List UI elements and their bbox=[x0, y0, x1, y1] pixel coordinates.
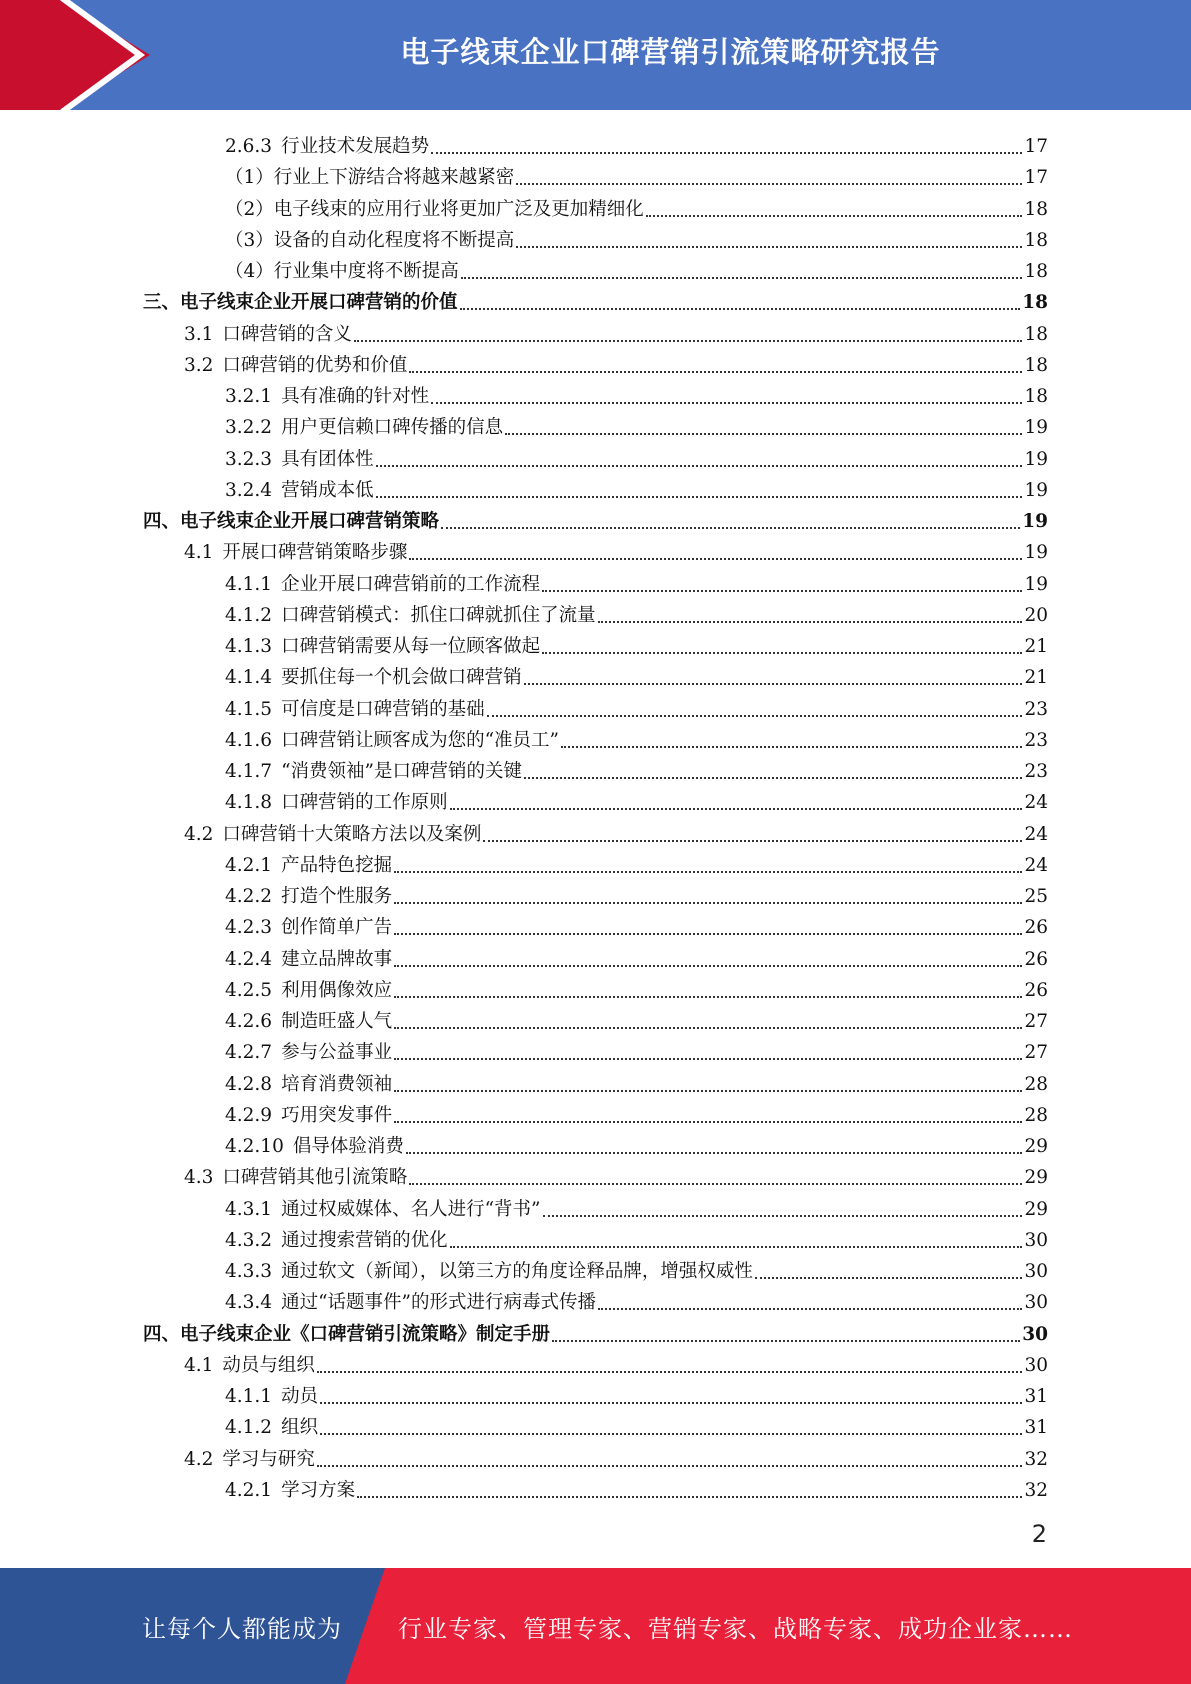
toc-entry[interactable] bbox=[225, 846, 1048, 877]
toc-entry-page: 30 bbox=[1024, 1292, 1048, 1314]
toc-entry-page: 30 bbox=[1024, 1261, 1048, 1282]
toc-dot-leader bbox=[542, 652, 1022, 654]
toc-entry-number: 4.2.2 bbox=[225, 886, 273, 907]
toc-entry-page: 20 bbox=[1024, 604, 1048, 626]
toc-entry-number: 4.1.1 bbox=[225, 573, 273, 595]
toc-entry-page: 28 bbox=[1024, 1104, 1048, 1126]
toc-entry-number: 4.2.4 bbox=[225, 948, 273, 970]
toc-entry-number: 4.1 bbox=[184, 542, 214, 564]
toc-entry-number: 4.1.2 bbox=[225, 1417, 273, 1439]
toc-dot-leader bbox=[505, 433, 1022, 435]
toc-entry-page: 18 bbox=[1024, 229, 1048, 251]
header-arrow-decoration bbox=[0, 0, 150, 110]
toc-entry-title: 培育消费领袖 bbox=[281, 1073, 393, 1095]
toc-entry-page: 25 bbox=[1024, 886, 1048, 907]
toc-entry-page: 23 bbox=[1024, 761, 1048, 782]
toc-entry-page: 27 bbox=[1024, 1011, 1048, 1032]
toc-dot-leader bbox=[394, 871, 1022, 873]
toc-entry-number: 2.6.3 bbox=[225, 136, 273, 157]
toc-entry-number: 3.2.4 bbox=[225, 479, 273, 501]
toc-entry-page: 19 bbox=[1024, 542, 1048, 564]
toc-entry-title: 开展口碑营销策略步骤 bbox=[222, 542, 408, 564]
toc-dot-leader bbox=[646, 215, 1023, 217]
toc-entry-page: 18 bbox=[1024, 323, 1048, 345]
toc-entry[interactable] bbox=[225, 1096, 1048, 1127]
toc-dot-leader bbox=[376, 496, 1023, 498]
toc-entry[interactable] bbox=[143, 502, 1048, 533]
toc-dot-leader bbox=[376, 465, 1023, 467]
toc-entry[interactable] bbox=[225, 377, 1048, 408]
toc-entry-page: 18 bbox=[1024, 354, 1048, 376]
toc-entry-title: 学习方案 bbox=[281, 1479, 356, 1501]
toc-entry-page: 24 bbox=[1024, 823, 1048, 845]
toc-entry-page: 27 bbox=[1024, 1042, 1048, 1064]
toc-entry-page: 18 bbox=[1024, 261, 1048, 282]
toc-entry-page: 30 bbox=[1022, 1323, 1048, 1345]
toc-entry[interactable] bbox=[225, 908, 1048, 939]
toc-entry-number: 4.1.7 bbox=[225, 761, 273, 782]
toc-dot-leader bbox=[431, 402, 1022, 404]
toc-entry-number: 3.2 bbox=[184, 354, 214, 376]
toc-entry-title: 口碑营销需要从每一位顾客做起 bbox=[281, 636, 541, 657]
toc-entry[interactable] bbox=[184, 1440, 1048, 1471]
toc-entry-title: 学习与研究 bbox=[222, 1448, 315, 1470]
toc-entry-number: 4.1.1 bbox=[225, 1386, 273, 1407]
toc-entry[interactable] bbox=[225, 565, 1048, 596]
toc-dot-leader bbox=[409, 371, 1022, 373]
toc-entry[interactable] bbox=[225, 408, 1048, 439]
page-header bbox=[0, 0, 1191, 110]
toc-entry-number: 4.2 bbox=[184, 1448, 214, 1470]
toc-entry-title: 设备的自动化程度将不断提高 bbox=[273, 229, 515, 251]
toc-entry-title: 电子线束企业《口碑营销引流策略》制定手册 bbox=[180, 1323, 551, 1345]
toc-entry-number: 4.2.5 bbox=[225, 979, 273, 1001]
toc-entry-page: 32 bbox=[1024, 1448, 1048, 1470]
toc-entry-number: 三、 bbox=[143, 292, 181, 314]
toc-entry-page: 30 bbox=[1024, 1229, 1048, 1251]
toc-entry-page: 24 bbox=[1024, 792, 1048, 814]
toc-entry[interactable] bbox=[225, 1033, 1048, 1064]
toc-entry-title: 行业上下游结合将越来越紧密 bbox=[273, 167, 515, 189]
toc-entry[interactable] bbox=[184, 1346, 1048, 1377]
toc-dot-leader bbox=[394, 1090, 1022, 1092]
toc-entry[interactable] bbox=[225, 1002, 1048, 1033]
toc-dot-leader bbox=[320, 1402, 1022, 1404]
toc-entry[interactable] bbox=[225, 596, 1048, 627]
toc-dot-leader bbox=[406, 1152, 1023, 1154]
toc-entry-title: 巧用突发事件 bbox=[281, 1104, 393, 1126]
toc-entry-title: 组织 bbox=[281, 1417, 319, 1439]
toc-dot-leader bbox=[317, 1371, 1023, 1373]
toc-entry-number: 4.2.7 bbox=[225, 1042, 273, 1064]
report-title: 电子线束企业口碑营销引流策略研究报告 bbox=[400, 34, 941, 69]
toc-entry[interactable] bbox=[184, 346, 1048, 377]
toc-entry-number: （1） bbox=[225, 167, 274, 189]
toc-entry-number: 4.3.1 bbox=[225, 1198, 273, 1220]
toc-entry-number: 4.3.3 bbox=[225, 1261, 273, 1282]
toc-entry[interactable] bbox=[225, 783, 1048, 814]
toc-entry-number: 4.1.8 bbox=[225, 792, 273, 814]
toc-entry-title: 口碑营销其他引流策略 bbox=[222, 1167, 408, 1189]
toc-entry-number: 四、 bbox=[143, 511, 181, 532]
toc-entry-number: 4.1.6 bbox=[225, 729, 273, 751]
toc-entry[interactable] bbox=[225, 1471, 1048, 1502]
toc-entry-page: 31 bbox=[1024, 1417, 1048, 1439]
toc-entry-number: （4） bbox=[225, 261, 274, 282]
toc-entry[interactable] bbox=[225, 721, 1048, 752]
toc-entry[interactable] bbox=[225, 190, 1048, 221]
toc-dot-leader bbox=[394, 996, 1022, 998]
toc-entry-page: 18 bbox=[1024, 386, 1048, 407]
toc-entry-number: 4.2.6 bbox=[225, 1011, 273, 1032]
toc-entry-page: 32 bbox=[1024, 1479, 1048, 1501]
toc-entry-title: 参与公益事业 bbox=[281, 1042, 393, 1064]
toc-dot-leader bbox=[598, 621, 1023, 623]
toc-entry-title: 企业开展口碑营销前的工作流程 bbox=[281, 573, 541, 595]
toc-entry-number: 4.2 bbox=[184, 823, 214, 845]
toc-dot-leader bbox=[483, 840, 1022, 842]
toc-entry-number: 4.3.2 bbox=[225, 1229, 273, 1251]
toc-entry[interactable] bbox=[225, 940, 1048, 971]
page-number: 2 bbox=[1031, 1520, 1047, 1548]
toc-entry-number: 四、 bbox=[143, 1323, 181, 1345]
toc-entry-page: 19 bbox=[1024, 417, 1048, 439]
toc-entry-title: 用户更信赖口碑传播的信息 bbox=[281, 417, 504, 439]
toc-entry-page: 19 bbox=[1024, 479, 1048, 501]
footer-slogan-left: 让每个人都能成为 bbox=[142, 1614, 342, 1643]
toc-dot-leader bbox=[460, 308, 1021, 310]
toc-entry-title: 通过权威媒体、名人进行“背书” bbox=[281, 1198, 541, 1220]
toc-entry-title: 电子线束企业开展口碑营销策略 bbox=[180, 511, 440, 532]
toc-entry-page: 23 bbox=[1024, 698, 1048, 720]
toc-dot-leader bbox=[543, 1215, 1023, 1217]
toc-entry-title: 打造个性服务 bbox=[281, 886, 393, 907]
toc-entry-title: 口碑营销的工作原则 bbox=[281, 792, 448, 814]
toc-entry-title: 口碑营销让顾客成为您的“准员工” bbox=[281, 729, 559, 751]
toc-entry-title: 具有准确的针对性 bbox=[281, 386, 430, 407]
toc-entry-number: 4.2.8 bbox=[225, 1073, 273, 1095]
toc-entry-page: 24 bbox=[1024, 854, 1048, 876]
toc-entry[interactable] bbox=[184, 315, 1048, 346]
toc-entry-page: 31 bbox=[1024, 1386, 1048, 1407]
toc-entry-title: 口碑营销的含义 bbox=[222, 323, 352, 345]
toc-entry-number: 3.2.2 bbox=[225, 417, 273, 439]
toc-dot-leader bbox=[516, 246, 1022, 248]
toc-dot-leader bbox=[394, 933, 1022, 935]
toc-entry[interactable] bbox=[225, 627, 1048, 658]
toc-entry-number: 4.1.4 bbox=[225, 667, 273, 689]
toc-entry[interactable] bbox=[225, 1221, 1048, 1252]
toc-entry-title: 动员与组织 bbox=[222, 1354, 315, 1376]
toc-entry-number: 4.1.5 bbox=[225, 698, 273, 720]
toc-entry[interactable] bbox=[225, 471, 1048, 502]
toc-entry-page: 29 bbox=[1024, 1136, 1048, 1157]
toc-entry[interactable] bbox=[143, 283, 1048, 314]
toc-entry-title: 通过搜索营销的优化 bbox=[281, 1229, 448, 1251]
toc-entry-page: 30 bbox=[1024, 1354, 1048, 1376]
toc-entry-number: 4.2.3 bbox=[225, 917, 273, 939]
toc-entry-title: 通过软文（新闻），以第三方的角度诠释品牌，增强权威性 bbox=[281, 1261, 753, 1282]
toc-entry-title: 电子线束的应用行业将更加广泛及更加精细化 bbox=[273, 198, 644, 220]
toc-entry-title: 口碑营销十大策略方法以及案例 bbox=[222, 823, 482, 845]
toc-dot-leader bbox=[320, 1433, 1022, 1435]
toc-entry-number: 4.2.1 bbox=[225, 854, 273, 876]
toc-entry-title: 要抓住每一个机会做口碑营销 bbox=[281, 667, 522, 689]
toc-entry[interactable] bbox=[225, 971, 1048, 1002]
toc-dot-leader bbox=[354, 340, 1023, 342]
toc-entry-number: 3.2.1 bbox=[225, 386, 273, 407]
toc-entry[interactable] bbox=[225, 1408, 1048, 1439]
toc-entry-page: 26 bbox=[1024, 979, 1048, 1001]
toc-entry[interactable] bbox=[225, 1283, 1048, 1314]
toc-entry[interactable] bbox=[225, 690, 1048, 721]
toc-dot-leader bbox=[409, 1183, 1022, 1185]
toc-entry-page: 21 bbox=[1024, 667, 1048, 689]
toc-dot-leader bbox=[431, 152, 1022, 154]
toc-dot-leader bbox=[317, 1465, 1023, 1467]
toc-entry-number: 4.3 bbox=[184, 1167, 214, 1189]
toc-entry-number: 4.3.4 bbox=[225, 1292, 273, 1314]
toc-entry-number: （3） bbox=[225, 229, 274, 251]
toc-dot-leader bbox=[552, 1340, 1020, 1342]
toc-entry[interactable] bbox=[225, 1065, 1048, 1096]
toc-entry[interactable] bbox=[184, 1158, 1048, 1189]
toc-entry-title: 具有团体性 bbox=[281, 448, 374, 470]
toc-entry-title: 口碑营销模式：抓住口碑就抓住了流量 bbox=[281, 604, 596, 626]
toc-entry[interactable] bbox=[184, 815, 1048, 846]
toc-dot-leader bbox=[394, 1027, 1022, 1029]
toc-dot-leader bbox=[394, 965, 1022, 967]
toc-entry[interactable] bbox=[225, 158, 1048, 189]
toc-entry-title: 产品特色挖掘 bbox=[281, 854, 393, 876]
toc-entry[interactable] bbox=[225, 1377, 1048, 1408]
toc-entry[interactable] bbox=[184, 533, 1048, 564]
toc-dot-leader bbox=[598, 1308, 1022, 1310]
toc-dot-leader bbox=[409, 558, 1022, 560]
toc-entry-page: 19 bbox=[1024, 573, 1048, 595]
toc-entry-page: 23 bbox=[1024, 729, 1048, 751]
toc-entry[interactable] bbox=[225, 877, 1048, 908]
toc-entry[interactable] bbox=[225, 658, 1048, 689]
toc-dot-leader bbox=[524, 683, 1023, 685]
toc-entry-page: 18 bbox=[1024, 198, 1048, 220]
toc-dot-leader bbox=[394, 1121, 1022, 1123]
toc-entry-page: 28 bbox=[1024, 1073, 1048, 1095]
toc-dot-leader bbox=[450, 808, 1023, 810]
toc-entry-title: 动员 bbox=[281, 1386, 319, 1407]
toc-dot-leader bbox=[394, 902, 1022, 904]
toc-entry-number: 4.1.3 bbox=[225, 636, 273, 657]
toc-entry[interactable] bbox=[225, 221, 1048, 252]
toc-entry-title: 通过“话题事件”的形式进行病毒式传播 bbox=[281, 1292, 596, 1314]
toc-entry-title: 制造旺盛人气 bbox=[281, 1011, 393, 1032]
toc-entry-title: 可信度是口碑营销的基础 bbox=[281, 698, 485, 720]
toc-dot-leader bbox=[542, 590, 1022, 592]
toc-entry-number: 3.1 bbox=[184, 323, 214, 345]
toc-entry-page: 17 bbox=[1024, 136, 1048, 157]
toc-entry-number: 4.2.1 bbox=[225, 1479, 273, 1501]
toc-dot-leader bbox=[487, 715, 1023, 717]
toc-entry-title: 利用偶像效应 bbox=[281, 979, 393, 1001]
toc-dot-leader bbox=[394, 1058, 1022, 1060]
toc-dot-leader bbox=[516, 183, 1022, 185]
toc-entry-page: 26 bbox=[1024, 917, 1048, 939]
toc-entry[interactable] bbox=[225, 752, 1048, 783]
toc-entry[interactable] bbox=[143, 1315, 1048, 1346]
toc-entry-page: 29 bbox=[1024, 1198, 1048, 1220]
toc-entry-page: 29 bbox=[1024, 1167, 1048, 1189]
toc-dot-leader bbox=[561, 746, 1022, 748]
toc-entry-page: 17 bbox=[1024, 167, 1048, 189]
toc-dot-leader bbox=[461, 277, 1023, 279]
toc-dot-leader bbox=[357, 1496, 1022, 1498]
toc-entry-title: 建立品牌故事 bbox=[281, 948, 393, 970]
toc-entry-number: 3.2.3 bbox=[225, 448, 273, 470]
toc-entry[interactable] bbox=[225, 127, 1048, 158]
toc-entry-title: 行业集中度将不断提高 bbox=[273, 261, 459, 282]
page-footer bbox=[0, 1568, 1191, 1684]
toc-entry-number: 4.2.10 bbox=[225, 1136, 284, 1157]
toc-entry[interactable] bbox=[225, 440, 1048, 471]
toc-entry[interactable] bbox=[225, 252, 1048, 283]
toc-entry-page: 18 bbox=[1022, 292, 1048, 314]
toc-entry-page: 21 bbox=[1024, 636, 1048, 657]
toc-entry-title: 营销成本低 bbox=[281, 479, 374, 501]
toc-entry-title: 创作简单广告 bbox=[281, 917, 393, 939]
toc-entry-title: 电子线束企业开展口碑营销的价值 bbox=[180, 292, 458, 314]
toc-entry-number: 4.2.9 bbox=[225, 1104, 273, 1126]
toc-entry[interactable] bbox=[225, 1190, 1048, 1221]
toc-entry-title: 倡导体验消费 bbox=[292, 1136, 404, 1157]
toc-dot-leader bbox=[450, 1246, 1023, 1248]
toc-entry-page: 19 bbox=[1022, 511, 1048, 532]
toc-entry-number: 4.1 bbox=[184, 1354, 214, 1376]
toc-entry[interactable] bbox=[225, 1127, 1048, 1158]
toc-dot-leader bbox=[524, 777, 1022, 779]
toc-entry-number: 4.1.2 bbox=[225, 604, 273, 626]
toc-dot-leader bbox=[441, 527, 1020, 529]
toc-entry-title: 行业技术发展趋势 bbox=[281, 136, 430, 157]
toc-entry-page: 26 bbox=[1024, 948, 1048, 970]
toc-dot-leader bbox=[755, 1277, 1023, 1279]
toc-entry-page: 19 bbox=[1024, 448, 1048, 470]
toc-entry-title: 口碑营销的优势和价值 bbox=[222, 354, 408, 376]
toc-entry-number: （2） bbox=[225, 198, 274, 220]
toc-entry[interactable] bbox=[225, 1252, 1048, 1283]
toc-entry-title: “消费领袖”是口碑营销的关键 bbox=[281, 761, 522, 782]
footer-slogan-right: 行业专家、管理专家、营销专家、战略专家、成功企业家…… bbox=[398, 1614, 1073, 1643]
